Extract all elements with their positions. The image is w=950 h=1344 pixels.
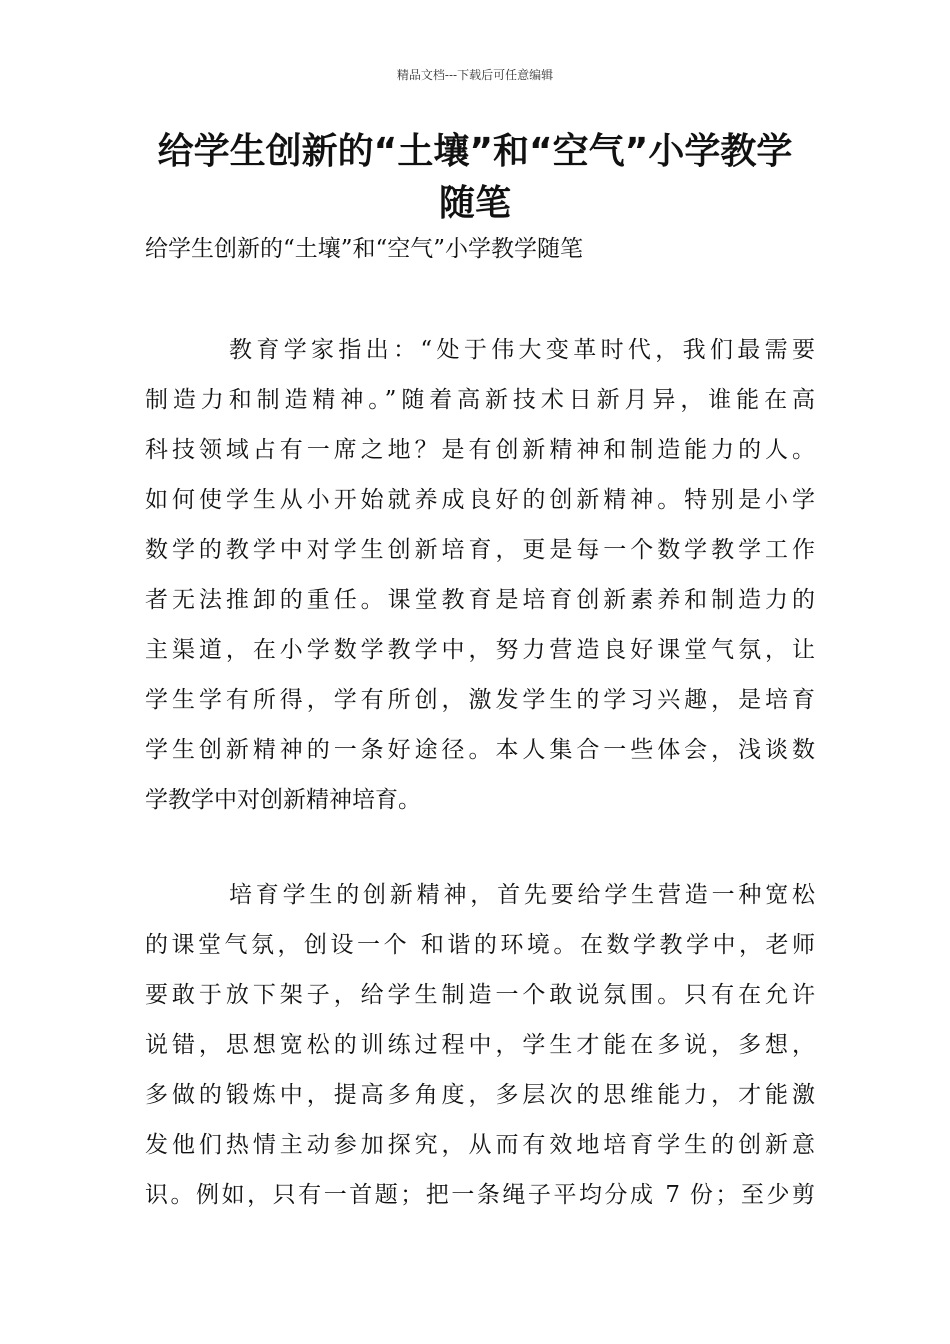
paragraph-line: 学生创新精神的一条好途径。本人集合一些体会，浅谈数	[145, 737, 815, 763]
paragraph-line: 学生学有所得，学有所创，激发学生的学习兴趣，是培育	[145, 687, 815, 713]
paragraph-line: 培育学生的创新精神，首先要给学生营造一种宽松	[229, 882, 815, 908]
paragraph-line: 说错，思想宽松的训练过程中，学生才能在多说，多想，	[145, 1032, 815, 1058]
paragraph-line: 发他们热情主动参加探究，从而有效地培育学生的创新意	[145, 1132, 815, 1158]
document-title: 给学生创新的“土壤”和“空气”小学教学随笔	[157, 131, 793, 224]
paragraph-line: 多做的锻炼中，提高多角度，多层次的思维能力，才能激	[145, 1082, 815, 1108]
paragraph-line: 的课堂气氛，创设一个 和谐的环境。在数学教学中，老师	[145, 932, 815, 958]
paragraph-line: 学教学中对创新精神培育。	[145, 787, 421, 813]
paragraph-line: 科技领域占有一席之地？是有创新精神和制造能力的人。	[145, 437, 815, 463]
download-note: 精品文档---下载后可任意编辑	[396, 68, 554, 82]
paragraph-line: 数学的教学中对学生创新培育，更是每一个数学教学工作	[145, 537, 815, 563]
paragraph-line: 制造力和制造精神。”随着高新技术日新月异，谁能在高	[145, 387, 815, 413]
paragraph-line: 主渠道，在小学数学教学中，努力营造良好课堂气氛，让	[145, 637, 815, 663]
document-subtitle: 给学生创新的“土壤”和“空气”小学教学随笔	[145, 236, 584, 262]
paragraph-line: 要敢于放下架子，给学生制造一个敢说氛围。只有在允许	[145, 982, 815, 1008]
paragraph-line: 如何使学生从小开始就养成良好的创新精神。特别是小学	[145, 487, 815, 513]
paragraph-2	[145, 870, 815, 1220]
paragraph-line: 识。例如，只有一首题；把一条绳子平均分成 7 份；至少剪	[145, 1182, 815, 1208]
paragraph-1	[145, 325, 815, 825]
paragraph-line: 教育学家指出：“处于伟大变革时代，我们最需要	[229, 337, 815, 363]
paragraph-line: 者无法推卸的重任。课堂教育是培育创新素养和制造力的	[145, 587, 815, 613]
